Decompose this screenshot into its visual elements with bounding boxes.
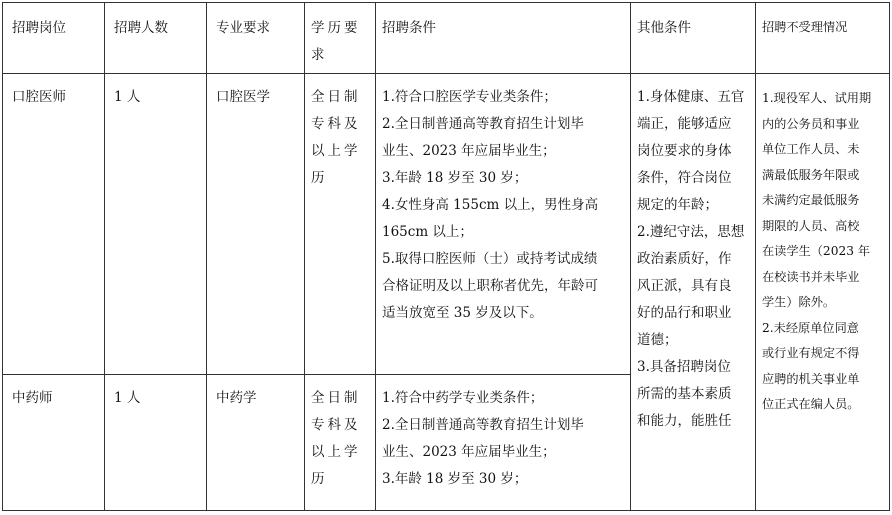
row1-major: 口腔医学: [207, 74, 305, 375]
header-reject-conditions: 招聘不受理情况: [756, 3, 890, 74]
other-conditions-cell: 1.身体健康、五官 端正，能够适应 岗位要求的身体 条件，符合岗位 规定的年龄； 2.遵纪守法，思想 政治素质好，作 风正派，具有良 好的品行和职业 道德； 3.具备招聘岗位 所需的基本素质 和能力，能胜任: [631, 74, 756, 511]
row2-major: 中药学: [207, 375, 305, 511]
header-education: 学历要 求: [305, 3, 376, 74]
row2-count: 1 人: [105, 375, 207, 511]
row1-count: 1 人: [105, 74, 207, 375]
header-conditions: 招聘条件: [376, 3, 631, 74]
row2-conditions: 1.符合中药学专业类条件； 2.全日制普通高等教育招生计划毕 业生、2023 年应届毕业生； 3.年龄 18 岁至 30 岁；: [376, 375, 631, 511]
row2-position: 中药师: [3, 375, 105, 511]
table-header-row: [3, 3, 890, 74]
recruitment-table: [2, 2, 890, 511]
header-major: 专业要求: [207, 3, 305, 74]
header-count: 招聘人数: [105, 3, 207, 74]
row2-education: 全日制 专科及 以上学 历: [305, 375, 376, 511]
row1-conditions: 1.符合口腔医学专业类条件； 2.全日制普通高等教育招生计划毕 业生、2023 年应届毕业生； 3.年龄 18 岁至 30 岁； 4.女性身高 155cm 以上，男性身高 165cm 以上； 5.取得口腔医师（士）或持考试成绩 合格证明及以上职称者优先，年龄可 适当放宽至 35 岁及以下。: [376, 74, 631, 375]
row1-position: 口腔医师: [3, 74, 105, 375]
header-other-conditions: 其他条件: [631, 3, 756, 74]
row1-education: 全日制 专科及 以上学 历: [305, 74, 376, 375]
reject-conditions-cell: 1.现役军人、试用期 内的公务员和事业 单位工作人员、未 满最低服务年限或 未满约定最低服务 期限的人员、高校 在读学生（2023 年 在校读书并未毕业 学生）除外。 2.未经原单位同意 或行业有规定不得 应聘的机关事业单 位正式在编人员。: [756, 74, 890, 511]
header-position: 招聘岗位: [3, 3, 105, 74]
table-row: [3, 74, 890, 375]
